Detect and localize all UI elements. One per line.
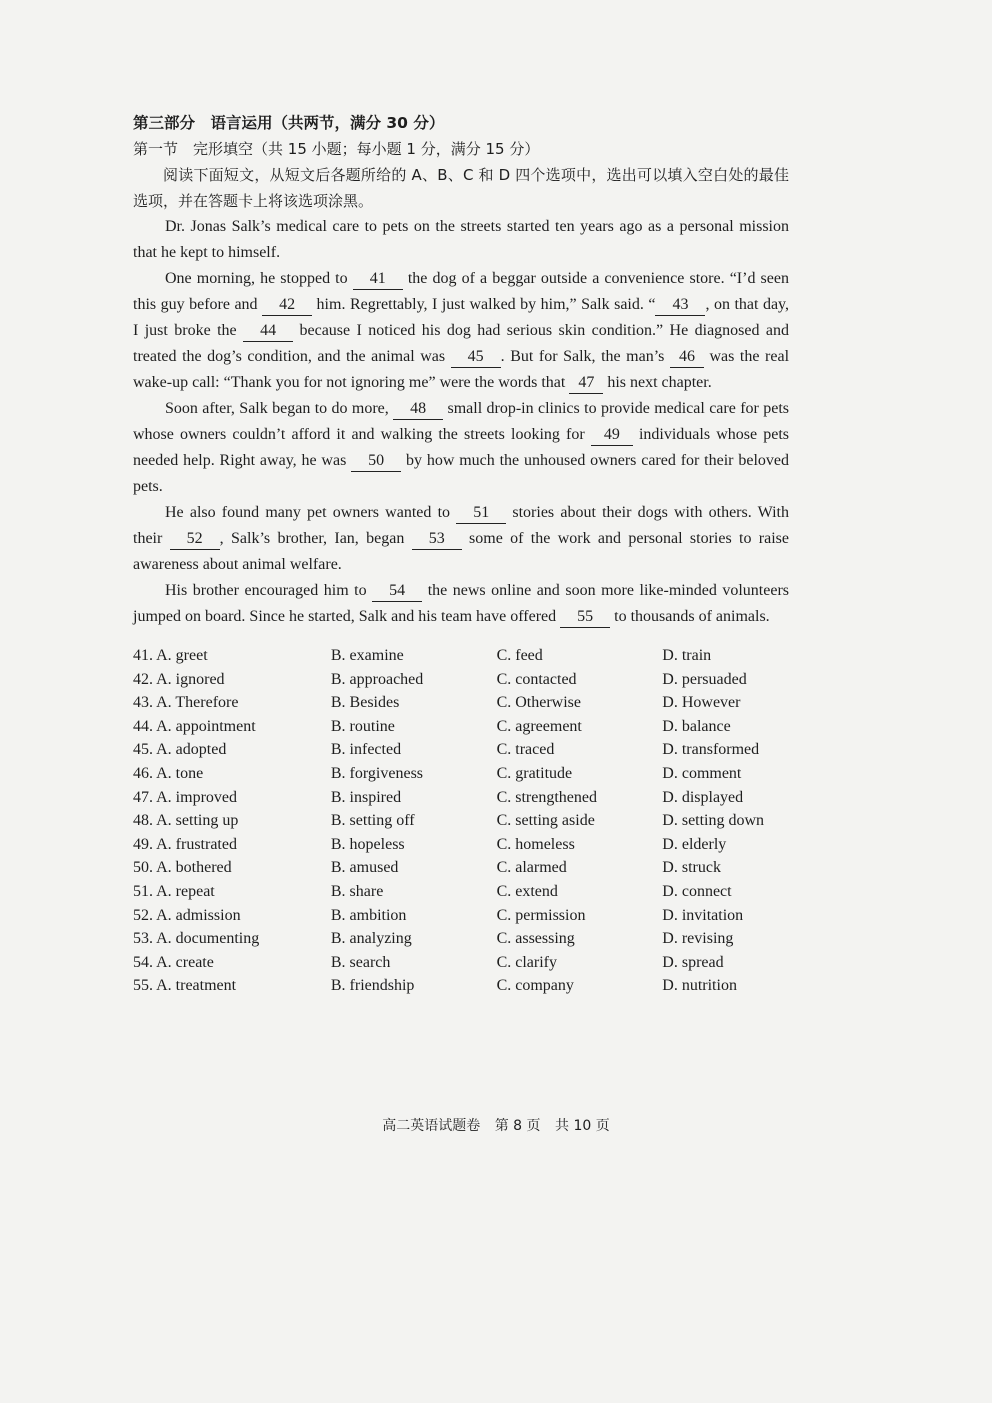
question-row-45 [133, 738, 789, 762]
option-b: B. hopeless [330, 835, 405, 853]
option-c: C. company [496, 977, 574, 995]
option-d: D. displayed [662, 788, 744, 806]
passage-text: One morning, he stopped to [165, 270, 353, 287]
option-a: 41. A. greet [133, 647, 208, 664]
passage-text: the news online and soon more like-minded volunteers jumped on board. Since he started, Salk and his team have offered [133, 582, 789, 625]
blank-51: 51 [456, 503, 506, 524]
passage-text: was the real wake-up call: “Thank you for not ignoring me” were the words that [133, 348, 790, 391]
option-c: C. Otherwise [496, 694, 582, 712]
option-c: C. homeless [496, 835, 575, 853]
option-d: D. elderly [662, 835, 727, 853]
option-c: C. gratitude [496, 764, 573, 782]
option-c: C. agreement [496, 717, 582, 735]
passage-text: to thousands of animals. [610, 608, 770, 625]
option-d: D. However [662, 694, 741, 712]
blank-43: 43 [655, 295, 705, 316]
option-c: C. extend [496, 882, 558, 900]
option-a: 54. A. create [133, 953, 214, 971]
passage-text: . But for Salk, the man’s [500, 348, 670, 365]
option-d: D. comment [662, 764, 742, 782]
passage-paragraph-5 [133, 578, 789, 630]
blank-48: 48 [393, 399, 443, 420]
option-d: D. spread [662, 953, 724, 971]
option-a: 52. A. admission [133, 906, 241, 924]
passage-text: his next chapter. [603, 374, 712, 391]
passage-text: the dog of a beggar outside a convenience store. “I’d seen this guy before and [133, 270, 789, 313]
option-b: B. amused [330, 859, 399, 877]
option-b: B. analyzing [330, 930, 412, 948]
option-b: B. routine [330, 717, 395, 735]
footer-total-pages: 共 10 页 [555, 1118, 610, 1134]
option-a: 48. A. setting up [133, 812, 239, 830]
option-d: D. balance [662, 717, 731, 735]
blank-46: 46 [670, 347, 704, 368]
option-a: 43. A. Therefore [133, 694, 239, 712]
exam-content [133, 110, 789, 998]
option-a: 44. A. appointment [133, 717, 256, 735]
question-row-44 [133, 715, 789, 739]
passage-paragraph-3 [133, 396, 789, 500]
option-d: D. train [662, 647, 712, 664]
passage-text: His brother encouraged him to [165, 582, 373, 599]
question-row-53 [133, 927, 789, 951]
question-row-42 [133, 668, 789, 692]
passage-text: individuals whose pets needed help. Right away, he was [133, 426, 789, 469]
option-b: B. approached [330, 670, 424, 688]
blank-50: 50 [351, 451, 401, 472]
option-b: B. forgiveness [330, 764, 424, 782]
footer-page-number: 第 8 页 [494, 1118, 541, 1134]
option-d: D. revising [662, 930, 734, 948]
option-d: D. invitation [662, 906, 744, 924]
option-b: B. share [330, 882, 384, 900]
option-c: C. feed [496, 647, 543, 664]
question-row-54 [133, 951, 789, 975]
option-a: 42. A. ignored [133, 670, 225, 688]
option-d: D. connect [662, 882, 732, 900]
question-row-51 [133, 880, 789, 904]
option-b: B. infected [330, 741, 402, 759]
passage-text: small drop-in clinics to provide medical care for pets whose owners couldn’t afford it and walking the streets looking for [133, 400, 790, 443]
passage-paragraph-4 [133, 500, 789, 578]
passage-paragraph-2 [133, 266, 789, 396]
passage-text: by how much the unhoused owners cared for their beloved pets. [133, 452, 789, 495]
option-a: 55. A. treatment [133, 977, 237, 995]
question-row-48 [133, 809, 789, 833]
blank-41: 41 [353, 269, 403, 290]
option-c: C. alarmed [496, 859, 567, 877]
blank-53: 53 [412, 529, 462, 550]
passage-text: because I noticed his dog had serious skin condition.” He diagnosed and treated the dog’s condition, and the animal was [133, 322, 790, 365]
passage-text: , on that day, I just broke the [133, 296, 790, 339]
passage-text: stories about their dogs with others. With their [133, 504, 789, 547]
option-a: 46. A. tone [133, 764, 204, 782]
option-d: D. nutrition [662, 977, 737, 995]
passage-text: He also found many pet owners wanted to [165, 504, 457, 521]
option-d: D. struck [662, 859, 721, 877]
answer-options [133, 644, 789, 998]
option-c: C. clarify [496, 953, 557, 971]
blank-49: 49 [591, 425, 633, 446]
option-b: B. search [330, 953, 391, 971]
passage-text: , Salk’s brother, Ian, began [219, 530, 412, 547]
option-a: 50. A. bothered [133, 859, 232, 877]
question-row-50 [133, 856, 789, 880]
page-footer [0, 1115, 992, 1135]
passage-text: Soon after, Salk began to do more, [165, 400, 394, 417]
option-c: C. strengthened [496, 788, 597, 806]
section-title: 第三部分 语言运用（共两节，满分 30 分） [133, 114, 445, 132]
question-row-47 [133, 786, 789, 810]
question-row-46 [133, 762, 789, 786]
blank-55: 55 [560, 607, 610, 628]
subsection-title: 第一节 完形填空（共 15 小题；每小题 1 分，满分 15 分） [133, 140, 540, 158]
option-d: D. setting down [662, 812, 765, 830]
option-b: B. examine [330, 647, 404, 664]
option-a: 47. A. improved [133, 788, 237, 806]
instructions: 阅读下面短文，从短文后各题所给的 A、B、C 和 D 四个选项中，选出可以填入空白处的最佳选项，并在答题卡上将该选项涂黑。 [133, 166, 789, 210]
option-c: C. setting aside [496, 812, 595, 830]
option-c: C. traced [496, 741, 555, 759]
blank-42: 42 [262, 295, 312, 316]
question-row-52 [133, 904, 789, 928]
blank-44: 44 [243, 321, 293, 342]
option-c: C. assessing [496, 930, 575, 948]
option-b: B. friendship [330, 977, 415, 995]
option-a: 49. A. frustrated [133, 835, 237, 853]
passage-paragraph-1: Dr. Jonas Salk’s medical care to pets on the streets started ten years ago as a personal mission that he kept to himself. [133, 218, 789, 261]
option-b: B. Besides [330, 694, 400, 712]
question-row-55 [133, 974, 789, 998]
option-d: D. transformed [662, 741, 760, 759]
option-b: B. inspired [330, 788, 402, 806]
option-a: 53. A. documenting [133, 930, 260, 948]
footer-subject: 高二英语试题卷 [382, 1118, 481, 1134]
option-b: B. ambition [330, 906, 407, 924]
question-row-41 [133, 644, 789, 668]
option-a: 51. A. repeat [133, 882, 215, 900]
option-a: 45. A. adopted [133, 741, 227, 759]
passage-text: some of the work and personal stories to raise awareness about animal welfare. [133, 530, 790, 573]
option-d: D. persuaded [662, 670, 747, 688]
blank-45: 45 [451, 347, 501, 368]
option-c: C. contacted [496, 670, 577, 688]
blank-54: 54 [372, 581, 422, 602]
question-row-43 [133, 691, 789, 715]
question-row-49 [133, 833, 789, 857]
blank-47: 47 [569, 373, 603, 394]
option-c: C. permission [496, 906, 586, 924]
blank-52: 52 [170, 529, 220, 550]
passage-text: him. Regrettably, I just walked by him,” Salk said. “ [312, 296, 656, 313]
option-b: B. setting off [330, 812, 415, 830]
